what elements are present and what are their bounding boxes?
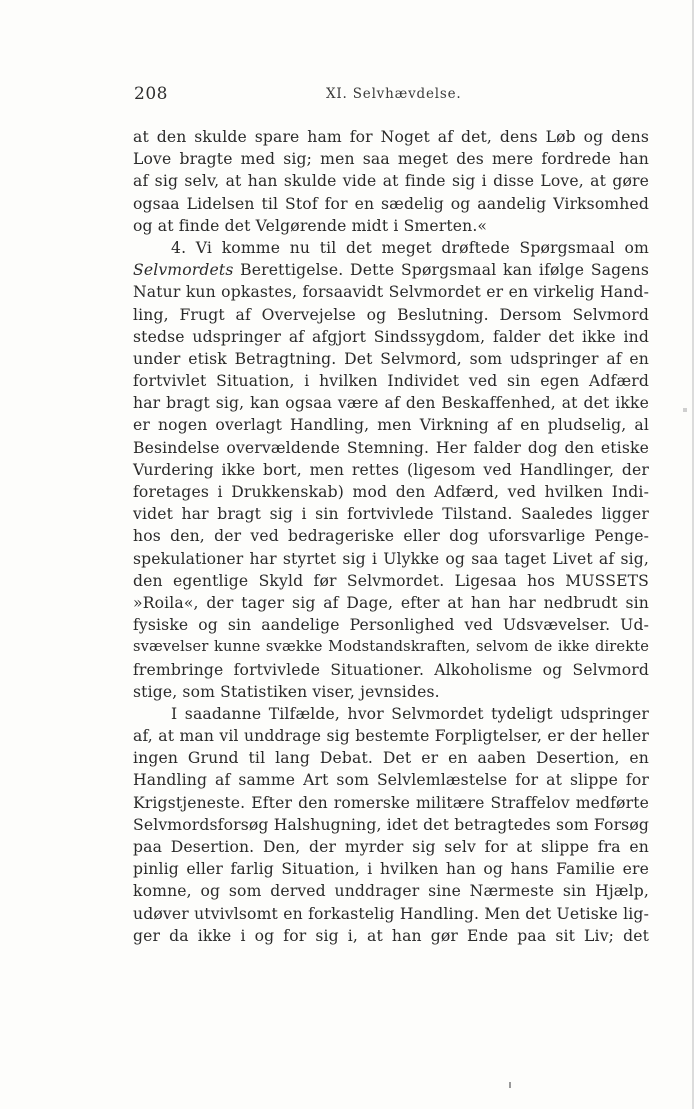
text-line: paa Desertion. Den, der myrder sig selv for at slippe fra en: [133, 838, 649, 856]
text-line: foretages i Drukkenskab) mod den Adfærd, ved hvilken Indi-: [133, 483, 649, 501]
italic-term: Selvmordets Berettigelse. Dette Spørgsmaal kan ifølge Sagens: [133, 261, 649, 280]
text-line: Selvmordsforsøg Halshugning, idet det betragtedes som Forsøg: [133, 815, 649, 834]
text-line: svævelser kunne svække Modstandskraften, selvom de ikke direkte: [133, 638, 649, 656]
text-line: af sig selv, at han skulde vide at finde sig i disse Love, at gøre: [133, 172, 649, 191]
text-line: er nogen overlagt Handling, men Virkning af en pludselig, al: [133, 416, 649, 435]
text-line: komne, og som derved unddrager sine Nærmeste sin Hjælp,: [133, 882, 649, 901]
text-line: fysiske og sin aandelige Personlighed ved Udsvævelser. Ud-: [133, 616, 649, 635]
text-line: ogsaa Lidelsen til Stof for en sædelig og aandelig Virksomhed: [133, 194, 649, 213]
paragraph-start-line: I saadanne Tilfælde, hvor Selvmordet tydeligt udspringer: [171, 704, 649, 723]
text-line: ling, Frugt af Overvejelse og Beslutning. Dersom Selvmord: [133, 305, 649, 324]
running-head: XI. Selvhævdelse.: [326, 86, 462, 102]
page-header: [132, 84, 552, 112]
body-text: [133, 126, 649, 947]
text-line: [133, 259, 649, 281]
section-start-line: 4. Vi komme nu til det meget drøftede Spørgsmaal om: [171, 238, 649, 257]
text-line: og at finde det Velgørende midt i Smerten.«: [133, 216, 488, 235]
text-line: frembringe fortvivlede Situationer. Alkoholisme og Selvmord: [133, 660, 649, 679]
scan-speck: [683, 408, 687, 412]
text-line: den egentlige Skyld før Selvmordet. Ligesaa hos MUSSETS: [133, 571, 649, 590]
text-line: hos den, der ved bedrageriske eller dog uforsvarlige Penge-: [133, 527, 649, 546]
text-line: spekulationer har styrtet sig i Ulykke og saa taget Livet af sig,: [133, 549, 649, 568]
text-line: Natur kun opkastes, forsaavidt Selvmordet er en virkelig Hand-: [133, 283, 649, 302]
text-line: at den skulde spare ham for Noget af det, dens Løb og dens: [133, 128, 649, 146]
text-line: under etisk Betragtning. Det Selvmord, som udspringer af en: [133, 349, 649, 368]
text-line: har bragt sig, kan ogsaa være af den Beskaffenhed, at det ikke: [133, 394, 649, 413]
print-mark: [509, 1082, 511, 1088]
text-line: ingen Grund til lang Debat. Det er en aaben Desertion, en: [133, 749, 649, 768]
text-line: Handling af samme Art som Selvlemlæstelse for at slippe for: [133, 771, 649, 790]
text-line: ger da ikke i og for sig i, at han gør Ende paa sit Liv; det: [133, 926, 649, 945]
text-line: stige, som Statistiken viser, jevnsides.: [133, 682, 440, 701]
italic-word: Selvmordets: [133, 261, 234, 280]
text-line: stedse udspringer af afgjort Sindssygdom, falder det ikke ind: [133, 327, 649, 346]
text-line: »Roila«, der tager sig af Dage, efter at han har nedbrudt sin: [133, 593, 649, 612]
text-line: Krigstjeneste. Efter den romerske militære Straffelov medførte: [133, 793, 649, 812]
page-number: 208: [134, 84, 168, 104]
text-line: Love bragte med sig; men saa meget des mere fordrede han: [133, 150, 649, 169]
text-line: Besindelse overvældende Stemning. Her falder dog den etiske: [133, 438, 649, 457]
text-line: Vurdering ikke bort, men rettes (ligesom ved Handlinger, der: [133, 460, 649, 479]
text-line: udøver utvivlsomt en forkastelig Handling. Men det Uetiske lig-: [133, 904, 649, 923]
text-line: af, at man vil unddrage sig bestemte Forpligtelser, er der heller: [133, 727, 649, 746]
text-line: videt har bragt sig i sin fortvivlede Tilstand. Saaledes ligger: [133, 505, 649, 524]
text-line: fortvivlet Situation, i hvilken Individet ved sin egen Adfærd: [133, 372, 649, 391]
text-line: pinlig eller farlig Situation, i hvilken han og hans Familie ere: [133, 860, 649, 879]
